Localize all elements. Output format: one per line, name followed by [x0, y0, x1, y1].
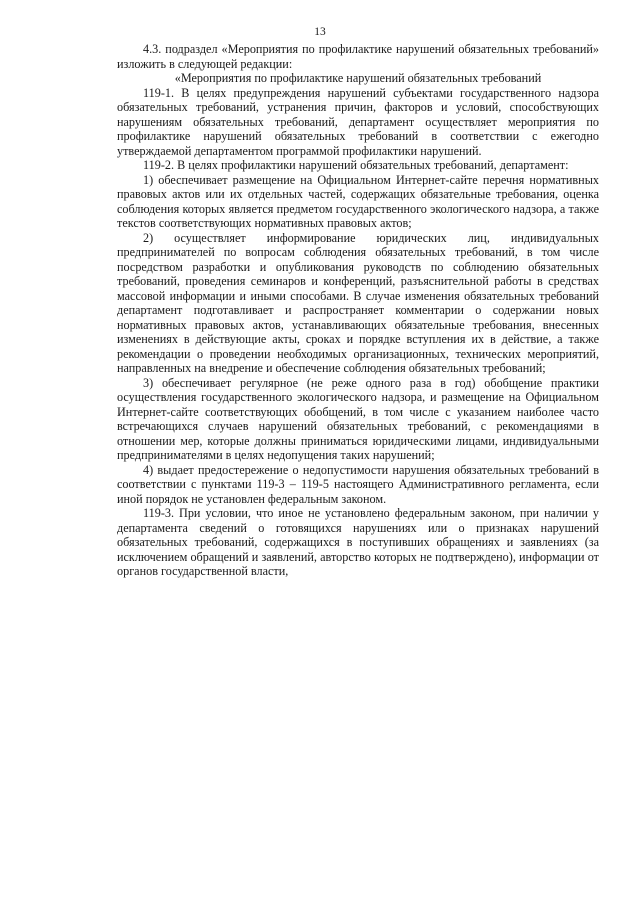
paragraph-119-2: 119-2. В целях профилактики нарушений обязательных требований, департамент:	[143, 158, 569, 172]
paragraph-119-1: 119-1. В целях предупреждения нарушений субъектами государственного надзора обязательных требований, устранения причин, факторов и условий, способствующих нарушениям обязательных требований, департамент осуществляет мероприятия по профилактике нарушений обязательных требований в соответствии с ежегодно утверждаемой департаментом программой профилактики нарушений.	[117, 85, 599, 158]
list-item-1: 1) обеспечивает размещение на Официальном Интернет-сайте перечня нормативных правовых актов или их отдельных частей, содержащих обязательные требования, оценка соблюдения которых является предметом государственного экологического надзора, а также текстов соответствующих нормативных правовых актов;	[117, 172, 599, 230]
list-item-4: 4) выдает предостережение о недопустимости нарушения обязательных требований в соответствии с пунктами 119-3 – 119-5 настоящего Административного регламента, если иной порядок не установлен федеральным законом.	[117, 462, 599, 506]
document-body	[117, 42, 599, 579]
subsection-title: «Мероприятия по профилактике нарушений обязательных требований	[174, 71, 542, 85]
paragraph-119-3: 119-3. При условии, что иное не установлено федеральным законом, при наличии у департамента сведений о готовящихся нарушениях или о признаках нарушений обязательных требований, содержащихся в поступивших обращениях и заявлениях (за исключением обращений и заявлений, авторство которых не подтверждено), информации от органов государственной власти,	[117, 506, 599, 578]
paragraph-4-3: 4.3. подраздел «Мероприятия по профилактике нарушений обязательных требований» изложить в следующей редакции:	[117, 42, 599, 71]
list-item-2: 2) осуществляет информирование юридических лиц, индивидуальных предпринимателей по вопросам соблюдения обязательных требований, в том числе посредством разработки и опубликования руководств по соблюдению обязательных требований, проведения семинаров и конференций, разъяснительной работы в средствах массовой информации и иными способами. В случае изменения обязательных требований департамент подготавливает и распространяет комментарии о содержании новых нормативных правовых актов, устанавливающих обязательные требования, внесенных изменениях в действующие акты, сроках и порядке вступления их в действие, а также рекомендации о проведении необходимых организационных, технических мероприятий, направленных на внедрение и обеспечение соблюдения обязательных требований;	[117, 230, 599, 375]
page-number: 13	[314, 26, 326, 38]
list-item-3: 3) обеспечивает регулярное (не реже одного раза в год) обобщение практики осуществления государственного экологического надзора, и размещение на Официальном Интернет-сайте соответствующих обобщений, в том числе с указанием наиболее часто встречающихся случаев нарушений обязательных требований, с рекомендациями в отношении мер, которые должны приниматься юридическими лицами, индивидуальными предпринимателями в целях недопущения таких нарушений;	[117, 375, 599, 462]
